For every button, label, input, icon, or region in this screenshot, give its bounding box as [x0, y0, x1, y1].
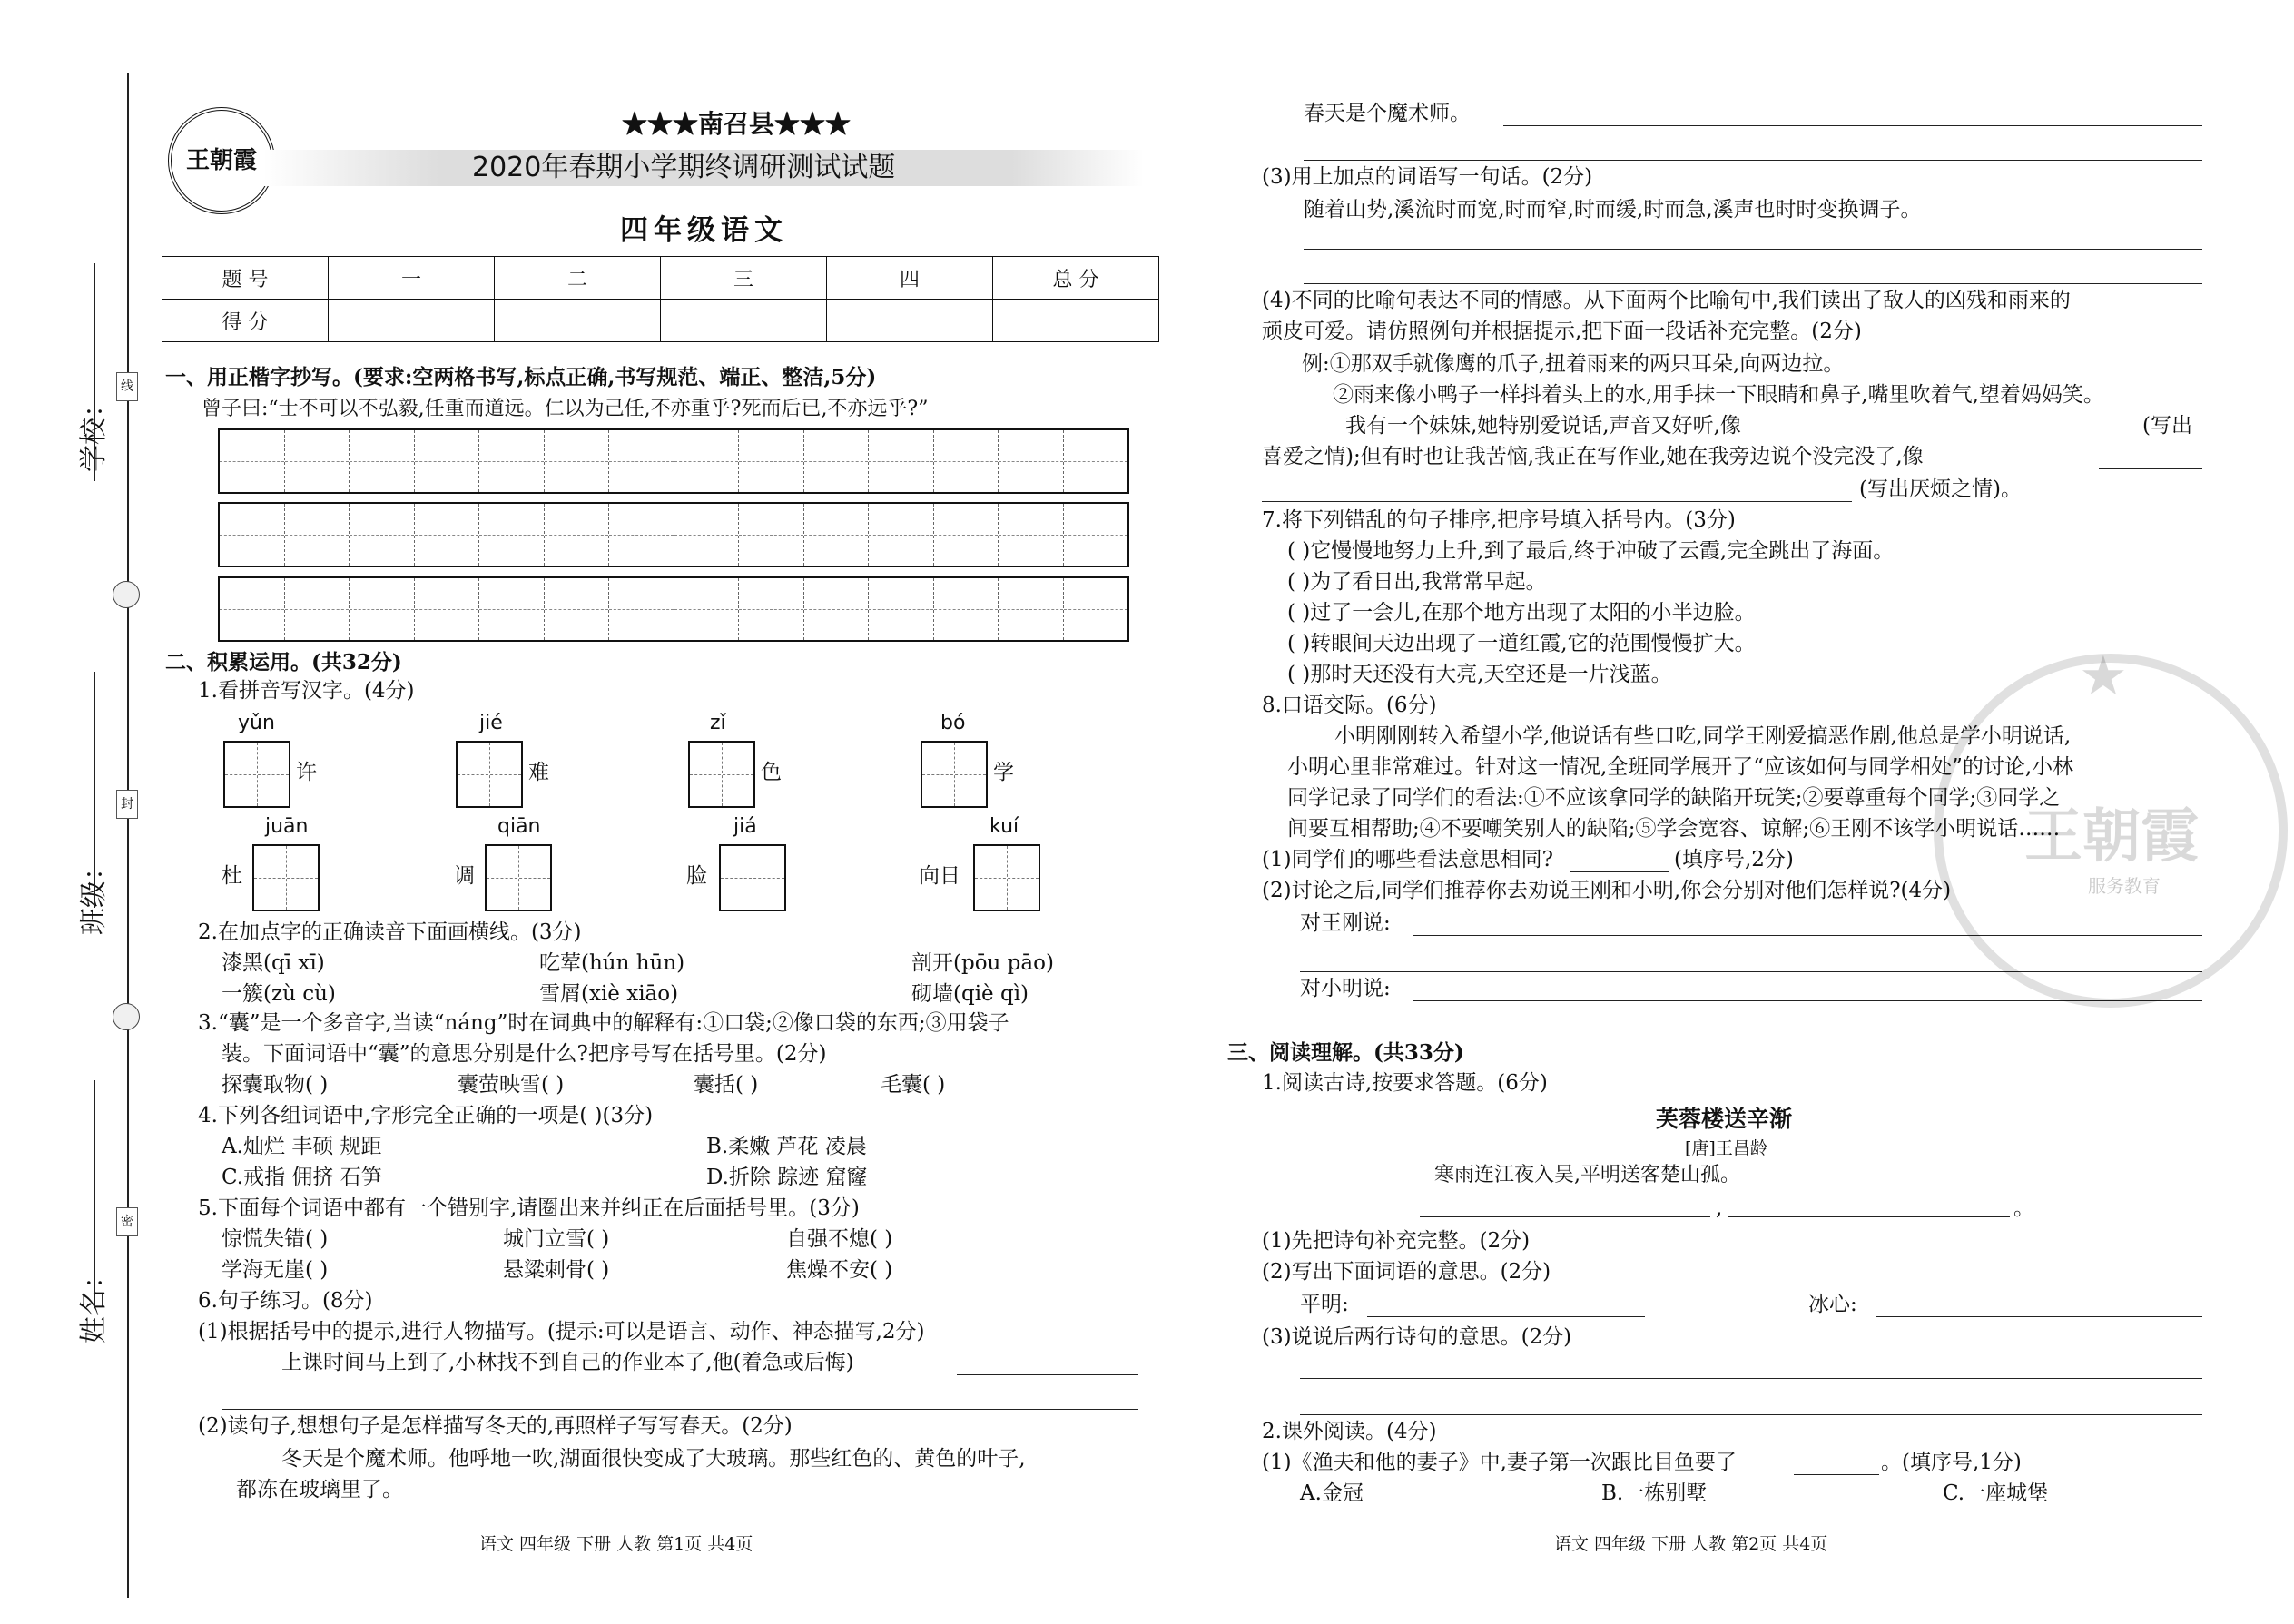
poem-title: 芙蓉楼送辛渐: [1656, 1106, 1793, 1132]
q4-option[interactable]: A.灿烂 丰硕 规距: [222, 1135, 382, 1158]
answer-line[interactable]: [1420, 1216, 1710, 1217]
bingxin-label: 冰心:: [1808, 1293, 1857, 1316]
r2-option[interactable]: B.一栋别墅: [1601, 1481, 1708, 1505]
poem-comma: ,: [1716, 1196, 1723, 1220]
answer-line[interactable]: [1262, 501, 1852, 502]
r1-1-prompt: (1)先把诗句补充完整。(2分): [1262, 1229, 1531, 1253]
pingming-label: 平明:: [1300, 1293, 1349, 1316]
char-box[interactable]: [223, 741, 290, 808]
to-wang-label: 对王刚说:: [1300, 911, 1391, 935]
score-header-cell: 总 分: [993, 257, 1159, 300]
char-prefix: 调: [454, 864, 475, 888]
pinyin: jiá: [733, 815, 757, 838]
pinyin: yǔn: [238, 712, 275, 734]
poem-line: 寒雨连江夜入吴,平明送客楚山孤。: [1434, 1164, 1740, 1186]
r2-1-prompt: (1)《渔夫和他的妻子》中,妻子第一次跟比目鱼要了: [1262, 1451, 1737, 1474]
fill-text: 喜爱之情);但有时也让我苦恼,我正在写作业,她在我旁边说个没完没了,像: [1262, 445, 1924, 468]
q2-item[interactable]: 剖开(pōu pāo): [911, 951, 1054, 975]
subject-title: 四年级语文: [620, 214, 788, 247]
q7-prompt: 7.将下列错乱的句子排序,把序号填入括号内。(3分): [1262, 508, 1736, 532]
char-box[interactable]: [688, 741, 755, 808]
q4-prompt: 4.下列各组词语中,字形完全正确的一项是( )(3分): [198, 1104, 654, 1127]
char-box[interactable]: [973, 844, 1040, 911]
spring-label: 春天是个魔术师。: [1304, 102, 1471, 125]
pinyin: zǐ: [710, 712, 726, 734]
school-label: 学校：: [78, 390, 110, 472]
section2-heading: 二、积累运用。(共32分): [165, 650, 402, 674]
section3-heading: 三、阅读理解。(共33分): [1227, 1040, 1464, 1065]
example-2: ②雨来像小鸭子一样抖着头上的水,用手抹一下眼睛和鼻子,嘴里吹着气,望着妈妈笑。: [1333, 383, 2104, 407]
q5-item[interactable]: 城门立雪( ): [503, 1227, 610, 1251]
pinyin: bó: [940, 712, 966, 734]
q6-2-prompt: (2)读句子,想想句子是怎样描写冬天的,再照样子写写春天。(2分): [198, 1414, 793, 1438]
writing-grid-row[interactable]: [218, 576, 1129, 642]
char-box[interactable]: [456, 741, 523, 808]
answer-line[interactable]: [1304, 283, 2202, 284]
q5-item[interactable]: 学海无崖( ): [222, 1258, 329, 1282]
q3-item[interactable]: 囊括( ): [694, 1073, 759, 1097]
q3-prompt: 装。下面词语中“囊”的意思分别是什么?把序号写在括号里。(2分): [222, 1042, 827, 1066]
r2-1-end: 。(填序号,1分): [1881, 1451, 2022, 1474]
q2-item[interactable]: 一簇(zù cù): [222, 982, 336, 1006]
writing-grid-row[interactable]: [218, 428, 1129, 494]
char-prefix: 脸: [686, 864, 707, 888]
poem-author: [唐]王昌龄: [1685, 1138, 1767, 1158]
answer-line[interactable]: [1304, 249, 2202, 250]
answer-line[interactable]: [1728, 1216, 2010, 1217]
score-input-cell[interactable]: [661, 300, 827, 342]
r1-3-prompt: (3)说说后两行诗句的意思。(2分): [1262, 1325, 1572, 1349]
fill-text: (写出: [2142, 414, 2192, 438]
stamp-text: 王朝霞: [2024, 802, 2199, 871]
winter-passage: 都冻在玻璃里了。: [236, 1478, 403, 1501]
copy-source-text: 曾子曰:“士不可以不弘毅,任重而道远。仁以为己任,不亦重乎?死而后已,不亦远乎?”: [202, 398, 929, 420]
char-suffix: 色: [761, 761, 782, 784]
watermark-stamp: [1934, 645, 2288, 1008]
score-input-cell[interactable]: [495, 300, 661, 342]
answer-line[interactable]: [1367, 1316, 1645, 1317]
pinyin: qiān: [497, 815, 541, 838]
q4-option[interactable]: D.折除 踪迹 窟窿: [706, 1166, 868, 1189]
logo-seal: [168, 107, 275, 214]
score-input-cell[interactable]: [329, 300, 495, 342]
pinyin: kuí: [989, 815, 1019, 838]
q3-item[interactable]: 探囊取物( ): [222, 1073, 329, 1097]
pinyin: jié: [479, 712, 503, 734]
writing-grid-row[interactable]: [218, 502, 1129, 567]
char-box[interactable]: [485, 844, 552, 911]
r2-option[interactable]: A.金冠: [1300, 1481, 1364, 1505]
q7-item[interactable]: ( )它慢慢地努力上升,到了最后,终于冲破了云霞,完全跳出了海面。: [1287, 539, 1895, 563]
class-label: 班级：: [78, 853, 110, 935]
answer-line[interactable]: [1876, 1316, 2202, 1317]
score-input-cell[interactable]: [827, 300, 993, 342]
stamp-star-icon: ★: [2079, 645, 2128, 708]
q6-1-text: 上课时间马上到了,小林找不到自己的作业本了,他(着急或后悔): [281, 1351, 854, 1374]
q6-4-prompt: (4)不同的比喻句表达不同的情感。从下面两个比喻句中,我们读出了敌人的凶残和雨来的: [1262, 289, 2071, 312]
q6-3-prompt: (3)用上加点的词语写一句话。(2分): [1262, 165, 1593, 189]
q6-4-prompt: 顽皮可爱。请仿照例句并根据提示,把下面一段话补充完整。(2分): [1262, 320, 1862, 343]
r2-option[interactable]: C.一座城堡: [1943, 1481, 2049, 1505]
fill-text: (写出厌烦之情)。: [1859, 477, 2022, 501]
q5-item[interactable]: 焦燥不安( ): [786, 1258, 893, 1282]
q6-1-prompt: (1)根据括号中的提示,进行人物描写。(提示:可以是语言、动作、神态描写,2分): [198, 1320, 925, 1343]
cut-mark-line: 线: [116, 372, 138, 401]
char-suffix: 难: [528, 761, 549, 784]
answer-line[interactable]: [1300, 1414, 2202, 1415]
page1-footer: 语文 四年级 下册 人教 第1页 共4页: [479, 1534, 753, 1554]
to-ming-label: 对小明说:: [1300, 977, 1391, 1000]
q2-item[interactable]: 砌墙(qiè qì): [911, 982, 1029, 1006]
answer-line[interactable]: [1304, 160, 2202, 161]
score-header-cell: 三: [661, 257, 827, 300]
q2-item[interactable]: 雪屑(xiè xiāo): [539, 982, 679, 1006]
logo-text: 王朝霞: [185, 147, 257, 174]
r1-prompt: 1.阅读古诗,按要求答题。(6分): [1262, 1071, 1548, 1095]
q8-passage: 间要互相帮助;④不要嘲笑别人的缺陷;⑤学会宽容、谅解;⑥王刚不该学小明说话……: [1287, 817, 2061, 841]
q1-prompt: 1.看拼音写汉字。(4分): [198, 679, 415, 703]
winter-passage: 冬天是个魔术师。他呼地一吹,湖面很快变成了大玻璃。那些红色的、黄色的叶子,: [281, 1447, 1026, 1471]
q2-item[interactable]: 吃荤(hún hūn): [539, 951, 685, 975]
char-prefix: 向日: [919, 864, 960, 888]
score-input-cell[interactable]: [993, 300, 1159, 342]
example-1: 例:①那双手就像鹰的爪子,扭着雨来的两只耳朵,向两边拉。: [1302, 352, 1845, 376]
q8-1-prompt: (1)同学们的哪些看法意思相同?: [1262, 848, 1553, 871]
q7-item[interactable]: ( )过了一会儿,在那个地方出现了太阳的小半边脸。: [1287, 601, 1756, 625]
answer-line[interactable]: [1503, 125, 2202, 126]
score-table: [162, 256, 1159, 342]
answer-line[interactable]: [2099, 468, 2202, 469]
cut-mark-seal: 封: [116, 790, 138, 819]
answer-line[interactable]: [1300, 1378, 2202, 1379]
score-header-cell: 二: [495, 257, 661, 300]
char-prefix: 杜: [222, 864, 242, 888]
q8-2-prompt: (2)讨论之后,同学们推荐你去劝说王刚和小明,你会分别对他们怎样说?(4分): [1262, 879, 1952, 902]
exam-title: 2020年春期小学期终调研测试试题: [472, 152, 896, 183]
q8-passage: 小明心里非常难过。针对这一情况,全班同学展开了“应该如何与同学相处”的讨论,小林: [1287, 755, 2074, 779]
cut-mark-secret: 密: [116, 1207, 138, 1236]
q6-prompt: 6.句子练习。(8分): [198, 1289, 373, 1313]
q3-item[interactable]: 囊萤映雪( ): [458, 1073, 565, 1097]
r1-2-prompt: (2)写出下面词语的意思。(2分): [1262, 1260, 1551, 1284]
q5-item[interactable]: 惊慌失错( ): [222, 1227, 329, 1251]
char-suffix: 许: [296, 761, 317, 784]
q3-prompt: 3.“囊”是一个多音字,当读“náng”时在词典中的解释有:①口袋;②像口袋的东西;③用袋子: [198, 1011, 1009, 1035]
q5-item[interactable]: 悬粱刺骨( ): [503, 1258, 610, 1282]
score-label-cell: 得 分: [162, 300, 329, 342]
poem-end: 。: [2013, 1196, 2034, 1220]
q4-option[interactable]: C.戒指 佣挤 石笋: [222, 1166, 382, 1189]
score-header-cell: 四: [827, 257, 993, 300]
pinyin: juān: [265, 815, 309, 838]
char-suffix: 学: [993, 761, 1014, 784]
binding-line: [127, 73, 129, 1598]
q4-option[interactable]: B.柔嫩 芦花 凌晨: [706, 1135, 867, 1158]
q6-3-text: 随着山势,溪流时而宽,时而窄,时而缓,时而急,溪声也时时变换调子。: [1304, 198, 1922, 221]
q8-prompt: 8.口语交际。(6分): [1262, 694, 1437, 717]
answer-line[interactable]: [1794, 1474, 1879, 1475]
score-header-cell: 一: [329, 257, 495, 300]
char-box[interactable]: [252, 844, 320, 911]
binding-hole-icon: [113, 1003, 140, 1030]
char-box[interactable]: [719, 844, 786, 911]
q8-passage: 小明刚刚转入希望小学,他说话有些口吃,同学王刚爱搞恶作剧,他总是学小明说话,: [1334, 724, 2072, 748]
q5-item[interactable]: 自强不熄( ): [786, 1227, 893, 1251]
county-title: ★★★南召县★★★: [622, 109, 852, 139]
q8-1-end: (填序号,2分): [1674, 848, 1794, 871]
binding-hole-icon: [113, 581, 140, 608]
name-label: 姓名：: [78, 1262, 110, 1343]
section1-heading: 一、用正楷字抄写。(要求:空两格书写,标点正确,书写规范、端正、整洁,5分): [165, 365, 877, 389]
answer-line[interactable]: [957, 1374, 1138, 1375]
score-header-cell: 题 号: [162, 257, 329, 300]
q8-passage: 同学记录了同学们的看法:①不应该拿同学的缺陷开玩笑;②要尊重每个同学;③同学之: [1287, 786, 2061, 810]
r2-prompt: 2.课外阅读。(4分): [1262, 1420, 1437, 1443]
q7-item[interactable]: ( )那时天还没有大亮,天空还是一片浅蓝。: [1287, 663, 1672, 686]
stamp-subtext: 服务教育: [2088, 875, 2161, 897]
answer-line[interactable]: [1570, 871, 1669, 872]
q7-item[interactable]: ( )为了看日出,我常常早起。: [1287, 570, 1547, 594]
q2-prompt: 2.在加点字的正确读音下面画横线。(3分): [198, 920, 582, 944]
answer-line[interactable]: [222, 1409, 1138, 1410]
page2-footer: 语文 四年级 下册 人教 第2页 共4页: [1554, 1534, 1828, 1554]
fill-text: 我有一个妹妹,她特别爱说话,声音又好听,像: [1345, 414, 1741, 438]
char-box[interactable]: [921, 741, 988, 808]
q5-prompt: 5.下面每个词语中都有一个错别字,请圈出来并纠正在后面括号里。(3分): [198, 1196, 860, 1220]
q7-item[interactable]: ( )转眼间天边出现了一道红霞,它的范围慢慢扩大。: [1287, 632, 1756, 655]
q2-item[interactable]: 漆黑(qī xī): [222, 951, 325, 975]
q3-item[interactable]: 毛囊( ): [881, 1073, 946, 1097]
